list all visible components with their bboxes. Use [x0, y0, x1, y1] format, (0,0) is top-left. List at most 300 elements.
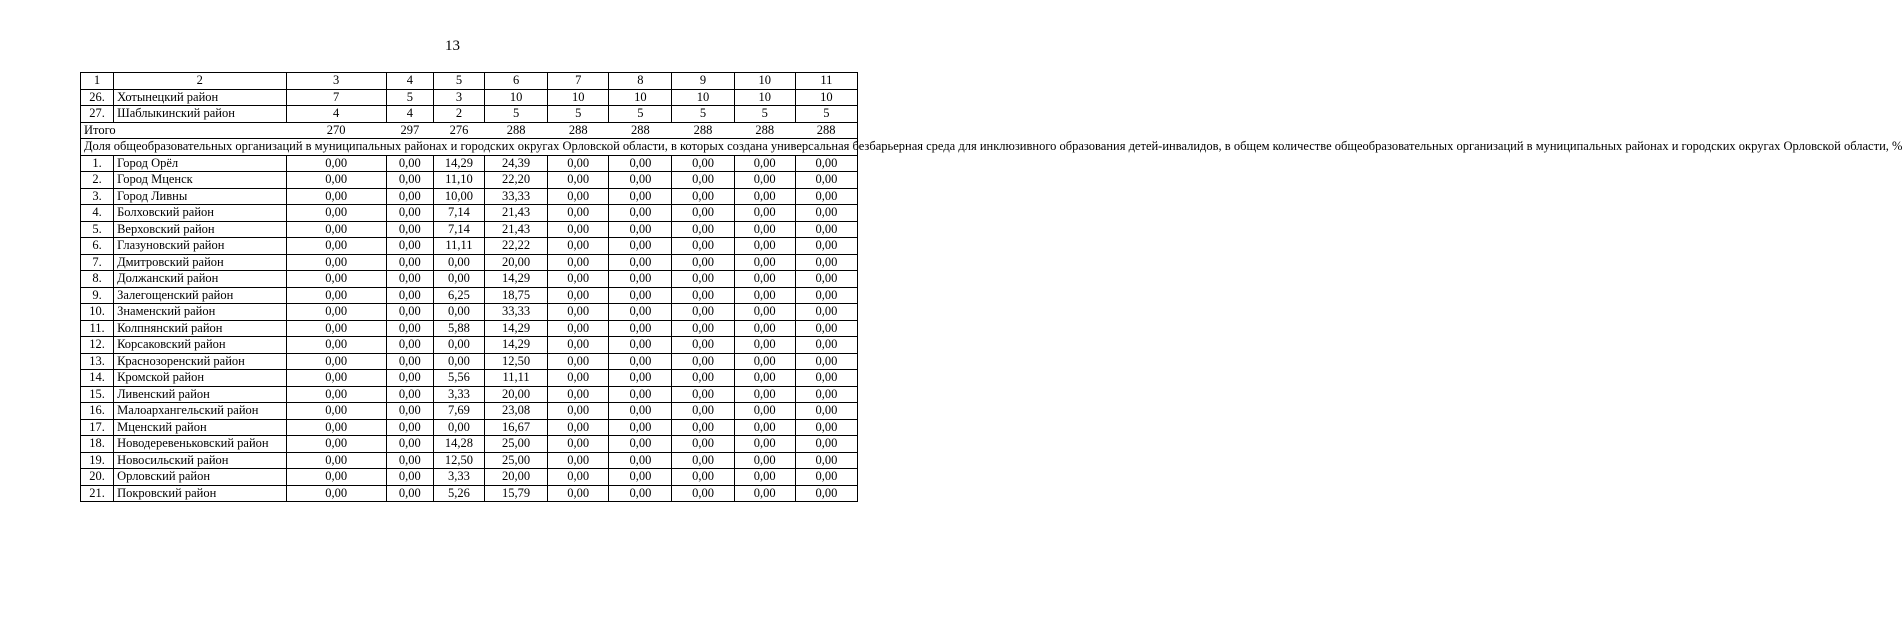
- row-number: 6.: [81, 238, 114, 255]
- column-number-header: 3: [286, 73, 386, 90]
- value-cell: 0,00: [734, 172, 795, 189]
- value-cell: 0,00: [548, 254, 609, 271]
- section-title-row: [81, 139, 858, 156]
- column-number-header: 7: [548, 73, 609, 90]
- value-cell: 0,00: [286, 304, 386, 321]
- table-row: [81, 353, 858, 370]
- district-name: Должанский район: [114, 271, 286, 288]
- value-cell: 0,00: [609, 155, 672, 172]
- value-cell: 10,00: [433, 188, 484, 205]
- value-cell: 22,22: [485, 238, 548, 255]
- column-number-header: 9: [672, 73, 734, 90]
- value-cell: 0,00: [672, 271, 734, 288]
- value-cell: 0,00: [609, 188, 672, 205]
- district-name: Город Мценск: [114, 172, 286, 189]
- row-number: 26.: [81, 89, 114, 106]
- row-number: 3.: [81, 188, 114, 205]
- value-cell: 0,00: [386, 155, 433, 172]
- value-cell: 2: [433, 106, 484, 123]
- table-row: [81, 436, 858, 453]
- row-number: 20.: [81, 469, 114, 486]
- value-cell: 0,00: [672, 172, 734, 189]
- value-cell: 0,00: [734, 205, 795, 222]
- table-row: [81, 89, 858, 106]
- value-cell: 0,00: [548, 287, 609, 304]
- value-cell: 0,00: [386, 304, 433, 321]
- total-value: 270: [286, 122, 386, 139]
- table-row: [81, 386, 858, 403]
- value-cell: 0,00: [386, 403, 433, 420]
- value-cell: 0,00: [548, 221, 609, 238]
- value-cell: 0,00: [795, 188, 857, 205]
- value-cell: 0,00: [672, 386, 734, 403]
- value-cell: 7,14: [433, 221, 484, 238]
- row-number: 7.: [81, 254, 114, 271]
- value-cell: 0,00: [672, 287, 734, 304]
- total-value: 288: [609, 122, 672, 139]
- value-cell: 0,00: [795, 172, 857, 189]
- value-cell: 33,33: [485, 304, 548, 321]
- value-cell: 0,00: [672, 238, 734, 255]
- district-name: Знаменский район: [114, 304, 286, 321]
- value-cell: 0,00: [734, 304, 795, 321]
- value-cell: 0,00: [286, 370, 386, 387]
- value-cell: 14,29: [485, 320, 548, 337]
- district-name: Залегощенский район: [114, 287, 286, 304]
- value-cell: 5: [795, 106, 857, 123]
- value-cell: 0,00: [386, 271, 433, 288]
- total-value: 297: [386, 122, 433, 139]
- value-cell: 0,00: [548, 353, 609, 370]
- district-name: Корсаковский район: [114, 337, 286, 354]
- value-cell: 0,00: [734, 155, 795, 172]
- value-cell: 0,00: [734, 386, 795, 403]
- value-cell: 5,88: [433, 320, 484, 337]
- value-cell: 0,00: [548, 370, 609, 387]
- value-cell: 0,00: [386, 238, 433, 255]
- value-cell: 0,00: [433, 337, 484, 354]
- value-cell: 0,00: [386, 287, 433, 304]
- value-cell: 25,00: [485, 452, 548, 469]
- value-cell: 0,00: [386, 370, 433, 387]
- value-cell: 0,00: [672, 254, 734, 271]
- value-cell: 0,00: [734, 320, 795, 337]
- value-cell: 0,00: [286, 205, 386, 222]
- value-cell: 0,00: [734, 337, 795, 354]
- value-cell: 0,00: [609, 172, 672, 189]
- value-cell: 0,00: [286, 172, 386, 189]
- value-cell: 0,00: [386, 188, 433, 205]
- district-name: Новосильский район: [114, 452, 286, 469]
- value-cell: 0,00: [433, 304, 484, 321]
- value-cell: 14,29: [433, 155, 484, 172]
- value-cell: 0,00: [734, 370, 795, 387]
- total-row: [81, 122, 858, 139]
- value-cell: 0,00: [548, 155, 609, 172]
- value-cell: 0,00: [433, 353, 484, 370]
- value-cell: 12,50: [433, 452, 484, 469]
- value-cell: 0,00: [548, 238, 609, 255]
- value-cell: 14,28: [433, 436, 484, 453]
- district-name: Колпнянский район: [114, 320, 286, 337]
- value-cell: 0,00: [795, 403, 857, 420]
- value-cell: 0,00: [795, 485, 857, 502]
- value-cell: 0,00: [795, 469, 857, 486]
- table-row: [81, 287, 858, 304]
- district-name: Краснозоренский район: [114, 353, 286, 370]
- column-number-header: 8: [609, 73, 672, 90]
- value-cell: 0,00: [672, 452, 734, 469]
- value-cell: 0,00: [548, 188, 609, 205]
- value-cell: 0,00: [795, 287, 857, 304]
- value-cell: 0,00: [734, 188, 795, 205]
- value-cell: 25,00: [485, 436, 548, 453]
- value-cell: 0,00: [386, 337, 433, 354]
- value-cell: 0,00: [609, 287, 672, 304]
- value-cell: 5,56: [433, 370, 484, 387]
- value-cell: 11,11: [485, 370, 548, 387]
- row-number: 15.: [81, 386, 114, 403]
- value-cell: 11,11: [433, 238, 484, 255]
- value-cell: 0,00: [734, 353, 795, 370]
- total-value: 288: [672, 122, 734, 139]
- column-number-header: 10: [734, 73, 795, 90]
- value-cell: 0,00: [286, 436, 386, 453]
- district-name: Кромской район: [114, 370, 286, 387]
- value-cell: 0,00: [609, 452, 672, 469]
- value-cell: 4: [386, 106, 433, 123]
- row-number: 11.: [81, 320, 114, 337]
- table-row: [81, 205, 858, 222]
- value-cell: 33,33: [485, 188, 548, 205]
- value-cell: 12,50: [485, 353, 548, 370]
- value-cell: 0,00: [795, 353, 857, 370]
- value-cell: 0,00: [548, 271, 609, 288]
- value-cell: 22,20: [485, 172, 548, 189]
- value-cell: 20,00: [485, 469, 548, 486]
- row-number: 12.: [81, 337, 114, 354]
- value-cell: 0,00: [734, 469, 795, 486]
- value-cell: 7: [286, 89, 386, 106]
- value-cell: 0,00: [672, 370, 734, 387]
- column-number-header: 5: [433, 73, 484, 90]
- value-cell: 15,79: [485, 485, 548, 502]
- value-cell: 20,00: [485, 386, 548, 403]
- table-row: [81, 238, 858, 255]
- value-cell: 5: [548, 106, 609, 123]
- value-cell: 0,00: [672, 337, 734, 354]
- district-name: Дмитровский район: [114, 254, 286, 271]
- row-number: 5.: [81, 221, 114, 238]
- value-cell: 0,00: [286, 386, 386, 403]
- value-cell: 0,00: [548, 337, 609, 354]
- row-number: 14.: [81, 370, 114, 387]
- value-cell: 0,00: [672, 205, 734, 222]
- value-cell: 0,00: [286, 287, 386, 304]
- value-cell: 0,00: [433, 419, 484, 436]
- value-cell: 0,00: [548, 304, 609, 321]
- value-cell: 0,00: [734, 238, 795, 255]
- value-cell: 10: [672, 89, 734, 106]
- district-name: Орловский район: [114, 469, 286, 486]
- value-cell: 0,00: [286, 271, 386, 288]
- value-cell: 0,00: [548, 469, 609, 486]
- table-row: [81, 337, 858, 354]
- value-cell: 0,00: [286, 320, 386, 337]
- value-cell: 0,00: [286, 155, 386, 172]
- value-cell: 0,00: [286, 238, 386, 255]
- value-cell: 10: [548, 89, 609, 106]
- table-row: [81, 188, 858, 205]
- value-cell: 0,00: [433, 271, 484, 288]
- value-cell: 0,00: [609, 271, 672, 288]
- value-cell: 20,00: [485, 254, 548, 271]
- value-cell: 0,00: [609, 386, 672, 403]
- total-value: 288: [548, 122, 609, 139]
- value-cell: 0,00: [386, 386, 433, 403]
- district-name: Город Ливны: [114, 188, 286, 205]
- value-cell: 0,00: [734, 485, 795, 502]
- value-cell: 0,00: [548, 436, 609, 453]
- value-cell: 0,00: [734, 271, 795, 288]
- value-cell: 0,00: [286, 419, 386, 436]
- value-cell: 0,00: [672, 320, 734, 337]
- total-label: Итого: [81, 122, 287, 139]
- value-cell: 0,00: [609, 205, 672, 222]
- row-number: 1.: [81, 155, 114, 172]
- row-number: 16.: [81, 403, 114, 420]
- value-cell: 0,00: [672, 469, 734, 486]
- value-cell: 0,00: [609, 254, 672, 271]
- district-name: Малоархангельский район: [114, 403, 286, 420]
- total-value: 288: [795, 122, 857, 139]
- table-row: [81, 254, 858, 271]
- district-name: Новодеревеньковский район: [114, 436, 286, 453]
- value-cell: 0,00: [609, 436, 672, 453]
- column-number-header: 6: [485, 73, 548, 90]
- value-cell: 14,29: [485, 271, 548, 288]
- value-cell: 0,00: [795, 337, 857, 354]
- value-cell: 3,33: [433, 386, 484, 403]
- value-cell: 0,00: [386, 221, 433, 238]
- value-cell: 3: [433, 89, 484, 106]
- table-row: [81, 221, 858, 238]
- value-cell: 0,00: [795, 419, 857, 436]
- value-cell: 0,00: [795, 155, 857, 172]
- value-cell: 10: [485, 89, 548, 106]
- value-cell: 5: [609, 106, 672, 123]
- row-number: 21.: [81, 485, 114, 502]
- table-row: [81, 106, 858, 123]
- value-cell: 0,00: [548, 386, 609, 403]
- value-cell: 0,00: [286, 403, 386, 420]
- table-row: [81, 304, 858, 321]
- row-number: 27.: [81, 106, 114, 123]
- table-row: [81, 452, 858, 469]
- value-cell: 0,00: [386, 353, 433, 370]
- page-number: 13: [445, 38, 460, 54]
- value-cell: 0,00: [672, 436, 734, 453]
- total-value: 288: [734, 122, 795, 139]
- value-cell: 18,75: [485, 287, 548, 304]
- value-cell: 3,33: [433, 469, 484, 486]
- column-number-header: 4: [386, 73, 433, 90]
- column-number-header: 2: [114, 73, 286, 90]
- value-cell: 5: [485, 106, 548, 123]
- value-cell: 0,00: [609, 403, 672, 420]
- value-cell: 0,00: [548, 205, 609, 222]
- row-number: 19.: [81, 452, 114, 469]
- row-number: 17.: [81, 419, 114, 436]
- district-name: Глазуновский район: [114, 238, 286, 255]
- value-cell: 0,00: [734, 403, 795, 420]
- value-cell: 5: [672, 106, 734, 123]
- value-cell: 14,29: [485, 337, 548, 354]
- table-row: [81, 485, 858, 502]
- value-cell: 0,00: [548, 419, 609, 436]
- value-cell: 0,00: [795, 238, 857, 255]
- value-cell: 0,00: [609, 353, 672, 370]
- value-cell: 4: [286, 106, 386, 123]
- value-cell: 0,00: [548, 403, 609, 420]
- value-cell: 0,00: [672, 403, 734, 420]
- value-cell: 10: [609, 89, 672, 106]
- value-cell: 0,00: [609, 370, 672, 387]
- row-number: 4.: [81, 205, 114, 222]
- district-name: Ливенский район: [114, 386, 286, 403]
- district-name: Мценский район: [114, 419, 286, 436]
- district-name: Верховский район: [114, 221, 286, 238]
- value-cell: 0,00: [795, 370, 857, 387]
- value-cell: 0,00: [609, 238, 672, 255]
- value-cell: 0,00: [609, 304, 672, 321]
- data-table: [80, 72, 1902, 502]
- value-cell: 0,00: [386, 469, 433, 486]
- table-row: [81, 403, 858, 420]
- value-cell: 0,00: [386, 254, 433, 271]
- row-number: 13.: [81, 353, 114, 370]
- total-value: 288: [485, 122, 548, 139]
- value-cell: 0,00: [672, 304, 734, 321]
- row-number: 9.: [81, 287, 114, 304]
- value-cell: 0,00: [795, 304, 857, 321]
- value-cell: 24,39: [485, 155, 548, 172]
- district-name: Шаблыкинский район: [114, 106, 286, 123]
- value-cell: 0,00: [672, 221, 734, 238]
- value-cell: 0,00: [433, 254, 484, 271]
- value-cell: 0,00: [386, 452, 433, 469]
- value-cell: 10: [734, 89, 795, 106]
- value-cell: 0,00: [286, 469, 386, 486]
- district-name: Город Орёл: [114, 155, 286, 172]
- value-cell: 0,00: [795, 271, 857, 288]
- value-cell: 0,00: [548, 320, 609, 337]
- row-number: 18.: [81, 436, 114, 453]
- value-cell: 7,69: [433, 403, 484, 420]
- value-cell: 0,00: [734, 452, 795, 469]
- value-cell: 0,00: [286, 254, 386, 271]
- value-cell: 23,08: [485, 403, 548, 420]
- value-cell: 0,00: [386, 436, 433, 453]
- value-cell: 21,43: [485, 221, 548, 238]
- value-cell: 7,14: [433, 205, 484, 222]
- value-cell: 0,00: [795, 205, 857, 222]
- district-name: Болховский район: [114, 205, 286, 222]
- value-cell: 0,00: [386, 419, 433, 436]
- value-cell: 0,00: [386, 205, 433, 222]
- value-cell: 0,00: [672, 485, 734, 502]
- header-row: [81, 73, 858, 90]
- value-cell: 0,00: [286, 485, 386, 502]
- value-cell: 0,00: [795, 254, 857, 271]
- value-cell: 0,00: [734, 419, 795, 436]
- value-cell: 0,00: [672, 155, 734, 172]
- value-cell: 0,00: [286, 353, 386, 370]
- total-value: 276: [433, 122, 484, 139]
- value-cell: 0,00: [386, 485, 433, 502]
- district-name: Хотынецкий район: [114, 89, 286, 106]
- value-cell: 0,00: [286, 452, 386, 469]
- table-row: [81, 419, 858, 436]
- value-cell: 0,00: [609, 469, 672, 486]
- value-cell: 0,00: [609, 221, 672, 238]
- value-cell: 0,00: [548, 172, 609, 189]
- value-cell: 0,00: [286, 188, 386, 205]
- value-cell: 0,00: [734, 287, 795, 304]
- value-cell: 0,00: [548, 485, 609, 502]
- value-cell: 0,00: [795, 452, 857, 469]
- value-cell: 11,10: [433, 172, 484, 189]
- table-row: [81, 320, 858, 337]
- value-cell: 0,00: [672, 353, 734, 370]
- value-cell: 0,00: [672, 188, 734, 205]
- value-cell: 0,00: [286, 221, 386, 238]
- section-title: Доля общеобразовательных организаций в муниципальных районах и городских округах Орловской области, в которых создана универсальная безбарьерная среда для инклюзивного образования детей-инвалидов, в общем количестве общеобразовательных организаций в муниципальных районах и городских округах Орловской области, %: [81, 139, 858, 156]
- column-number-header: 1: [81, 73, 114, 90]
- row-number: 8.: [81, 271, 114, 288]
- value-cell: 0,00: [609, 320, 672, 337]
- value-cell: 5,26: [433, 485, 484, 502]
- value-cell: 0,00: [609, 419, 672, 436]
- value-cell: 0,00: [386, 172, 433, 189]
- value-cell: 10: [795, 89, 857, 106]
- value-cell: 0,00: [795, 221, 857, 238]
- value-cell: 0,00: [734, 436, 795, 453]
- value-cell: 0,00: [795, 320, 857, 337]
- column-number-header: 11: [795, 73, 857, 90]
- table-row: [81, 370, 858, 387]
- value-cell: 0,00: [795, 436, 857, 453]
- table-row: [81, 172, 858, 189]
- value-cell: 0,00: [734, 221, 795, 238]
- value-cell: 0,00: [386, 320, 433, 337]
- value-cell: 0,00: [795, 386, 857, 403]
- table-row: [81, 155, 858, 172]
- table-row: [81, 271, 858, 288]
- value-cell: 0,00: [672, 419, 734, 436]
- value-cell: 21,43: [485, 205, 548, 222]
- district-name: Покровский район: [114, 485, 286, 502]
- row-number: 2.: [81, 172, 114, 189]
- row-number: 10.: [81, 304, 114, 321]
- value-cell: 0,00: [286, 337, 386, 354]
- value-cell: 5: [386, 89, 433, 106]
- value-cell: 16,67: [485, 419, 548, 436]
- value-cell: 0,00: [609, 337, 672, 354]
- value-cell: 5: [734, 106, 795, 123]
- value-cell: 0,00: [548, 452, 609, 469]
- value-cell: 0,00: [609, 485, 672, 502]
